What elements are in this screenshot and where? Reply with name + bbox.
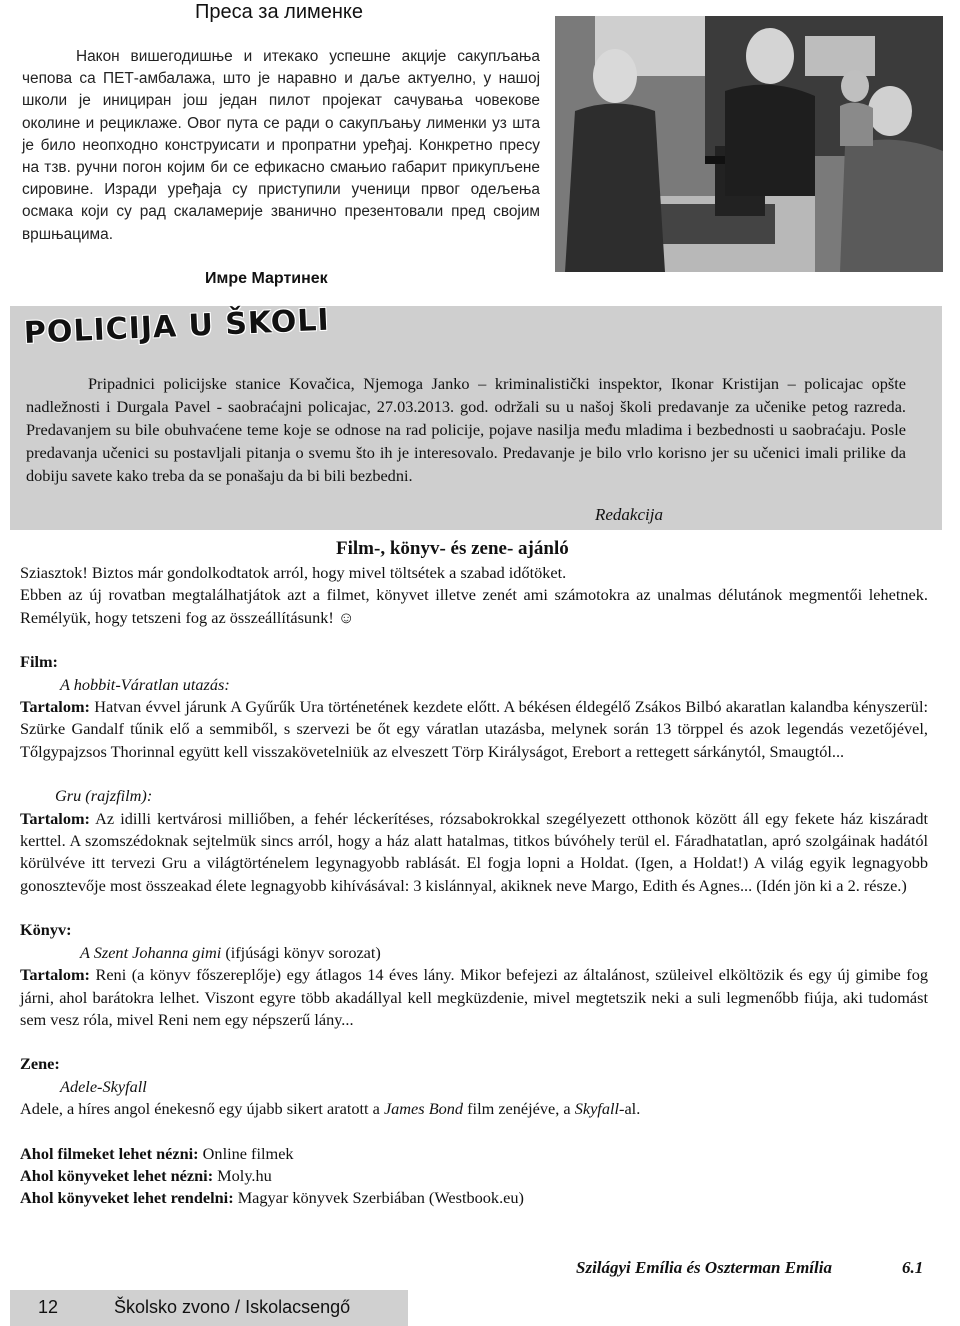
film-content — [20, 808, 928, 898]
music-text: James Bond — [383, 1099, 464, 1119]
recommend-title: Film-, könyv- és zene- ajánló — [336, 538, 569, 559]
photo-illustration — [555, 16, 943, 272]
where-line — [20, 1143, 928, 1165]
content-text: Hatvan évvel járunk A Gyűrűk Ura történetének kezdete előtt. A békésen éldegélő Zsákos Bilbó akaratlan kalandba kényszerül: Szürke Gandalf tűnik elő a semmiből, s szervezi be őt egy váratlan utazásba, melynek során 13 törppel és azok legendás vezetőjével, Tőlgypajzsos Thorinnal együtt kell visszakövetelniük az elveszett Törp Királyságot, Erebort a rettegett sárkánytól, Smaugtól... — [20, 697, 928, 761]
music-text: -al. — [619, 1099, 641, 1119]
music-content — [20, 1098, 928, 1120]
film-content — [20, 696, 928, 763]
publication-name: Školsko zvono / Iskolacsengő — [114, 1297, 351, 1317]
page-footer — [10, 1290, 408, 1326]
paragraph: Pripadnici policijske stanice Kovačica, Njemoga Janko – kriminalistički inspektor, Ikonar Kristijan – policajac opšte nadležnosti i Durgala Pavel - saobraćajni policajac, 27.03.2013. god. održali su u našoj školi predavanje za učenike petog razreda. Predavanjem su bile obuhvaćene teme koje se odnose na rad policije, pojave nasilja među mladima i bezbednosti u saobraćaju. Posle predavanja učenici su postavljali pitanja o svemu što ih je interesovalo. Predavanje je bilo vrlo korisno jer su učenici imali prilike da dobiju savete kako treba da se ponašaju da bi bili bezbedni. — [26, 374, 906, 485]
where-label: Ahol könyveket lehet nézni: — [20, 1165, 214, 1185]
book-title-line — [20, 942, 928, 964]
police-article-body — [26, 372, 906, 487]
film-title: A hobbit-Váratlan utazás: — [60, 674, 230, 694]
music-text: film zenéjéve, a — [463, 1099, 575, 1119]
book-title: A Szent Johanna gimi — [80, 942, 222, 962]
content-label: Tartalom: — [20, 697, 90, 717]
paragraph: Након вишегодишње и итекако успешне акције сакупљања чепова са ПЕТ-амбалажа, што је наравно и даље актуелно, у нашој школи је инициран још један пилот пројекат сачувања човекове околине и рециклаже. Овог пута се ради о сакупљању лименки уз шта је било неопходно конструисати и пропратни уређај. Конкретно пресу на тзв. ручни погон којим би се ефикасно смањио габарит прикупљене сировине. Изради уређаја су приступили ученици првог одељења осмака који су рад скаламерије званично презентовали пред својим вршњацима. — [22, 48, 540, 243]
where-label: Ahol filmeket lehet nézni: — [20, 1143, 199, 1163]
intro: Ebben az új rovatban megtalálhatjátok azt a filmet, könyvet illetve zenét ami számotokra az unalmas délutánok megmentői lehetnek. Remélyük, hogy tetszeni fog az összeállításunk! ☺ — [20, 585, 928, 627]
where-line — [20, 1187, 928, 1209]
police-article-title: POLICIJA U ŠKOLI — [23, 302, 331, 351]
book-heading: Könyv: — [20, 920, 72, 940]
recommend-signature-class: 6.1 — [902, 1258, 924, 1277]
police-article-signature: Redakcija — [595, 505, 663, 524]
article-body-can-press — [22, 46, 540, 246]
music-title: Adele-Skyfall — [60, 1076, 147, 1096]
music-text: Skyfall — [574, 1099, 620, 1119]
music-text: Adele, a híres angol énekesnő egy újabb sikert aratott a — [20, 1099, 384, 1119]
content-label: Tartalom: — [20, 808, 90, 828]
where-value: Online filmek — [198, 1143, 294, 1163]
where-value: Magyar könyvek Szerbiában (Westbook.eu) — [233, 1188, 524, 1208]
recommend-body — [20, 562, 928, 1210]
content-text: Reni (a könyv főszereplője) egy átlagos 14 éves lány. Mikor befejezi az általánost, szüleivel elköltözik és egy új gimibe fog járni, ahol barátokra lelhet. Viszont egyre több akadállyal kell megküzdenie, mivel megtetszik neki a suli legmenőbb fiúja, aki tudomást sem vesz róla, mivel Reni nem egy népszerű lány... — [20, 965, 928, 1029]
book-subtitle: (ifjúsági könyv sorozat) — [221, 942, 381, 962]
where-value: Moly.hu — [213, 1165, 272, 1185]
content-text: Az idilli kertvárosi milliőben, a fehér léckerítéses, rózsabokrokkal szegélyezett otthonok között áll egy fekete ház kiszáradt kerttel. A szomszédoknak sejtelmük sincs arról, hogy a ház alatt hatalmas, titkos búvóhely terül el. Fáradhatatlan, apró szolgáinak hadától körülvéve itt tervezi Gru a világtörténelem legynagyobb rablását. El fogja lopni a Holdat. (Igen, a Holdat!) A világ egyik legnagyobb gonosztevője most összeakad élete legnagyobb kihívásával: 3 kislánnyal, akiknek neve Margo, Edith és Agnes... (Idén jön ki a 2. része.) — [20, 808, 928, 895]
book-content — [20, 964, 928, 1031]
content-label: Tartalom: — [20, 965, 90, 985]
article-author: Имре Мартинек — [205, 270, 328, 287]
students-photo — [555, 16, 943, 272]
recommend-signature: Szilágyi Emília és Oszterman Emília — [576, 1258, 832, 1277]
where-label: Ahol könyveket lehet rendelni: — [20, 1188, 234, 1208]
greeting: Sziasztok! Biztos már gondolkodtatok arról, hogy mivel töltsétek a szabad időtöket. — [20, 563, 567, 582]
music-heading: Zene: — [20, 1054, 60, 1074]
film-heading: Film: — [20, 652, 58, 672]
where-line — [20, 1165, 928, 1187]
page-number: 12 — [38, 1297, 59, 1317]
article-title-can-press: Преса за лименке — [195, 1, 364, 23]
film-title: Gru (rajzfilm): — [55, 786, 153, 806]
